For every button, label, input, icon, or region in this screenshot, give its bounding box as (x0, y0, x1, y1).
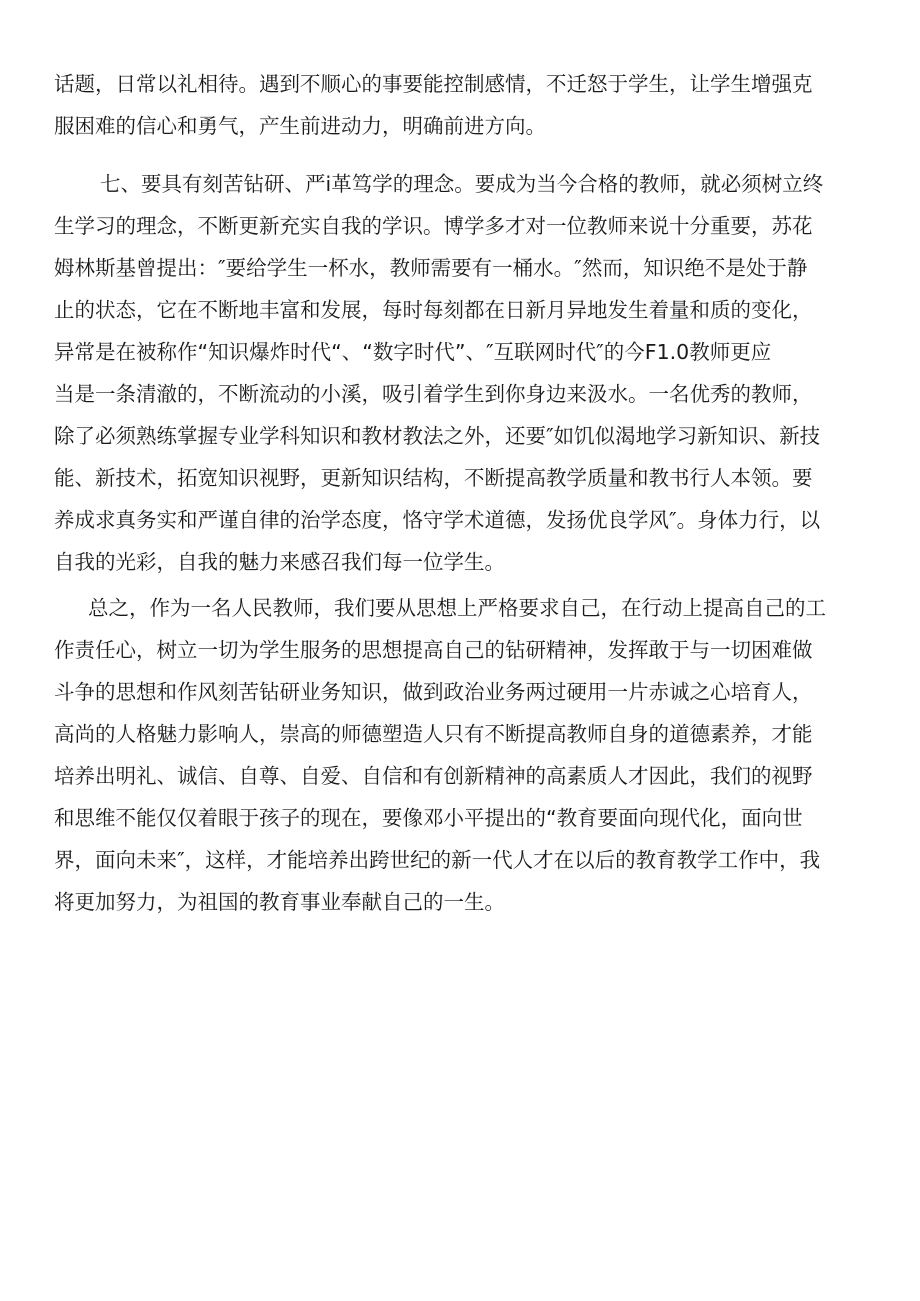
text-line: 斗争的思想和作风刻苦钻研业务知识，做到政治业务两过硬用一片赤诚之心培育人， (54, 680, 813, 704)
text-line: 培养出明礼、诚信、自尊、自爱、自信和有创新精神的高素质人才因此，我们的视野 (54, 764, 813, 788)
text-line: 自我的光彩，自我的魅力来感召我们每一位学生。 (54, 550, 505, 574)
text-line: 能、新技术，拓宽知识视野，更新知识结构，不断提高教学质量和教书行人本领。要 (54, 466, 813, 490)
text-line: 生学习的理念，不断更新充实自我的学识。博学多才对一位教师来说十分重要，苏花 (54, 214, 813, 238)
text-line: 七、要具有刻苦钻研、严i革笃学的理念。要成为当今合格的教师，就必须树立终 (100, 172, 824, 196)
text-line: 总之，作为一名人民教师，我们要从思想上严格要求自己，在行动上提高自己的工 (88, 596, 826, 620)
text-line: 界，面向未来″，这样，才能培养出跨世纪的新一代人才在以后的教育教学工作中，我 (54, 848, 821, 872)
text-line: 服困难的信心和勇气，产生前进动力，明确前进方向。 (54, 114, 546, 138)
text-line: 高尚的人格魅力影响人，崇高的师德塑造人只有不断提高教师自身的道德素养，才能 (54, 722, 813, 746)
text-line: 止的状态，它在不断地丰富和发展，每时每刻都在日新月异地发生着量和质的变化， (54, 298, 813, 322)
text-line: 作责任心，树立一切为学生服务的思想提高自己的钻研精神，发挥敢于与一切困难做 (54, 638, 813, 662)
text-line: 除了必须熟练掌握专业学科知识和教材教法之外，还要″如饥似渴地学习新知识、新技 (54, 424, 821, 448)
text-line: 话题，日常以礼相待。遇到不顺心的事要能控制感情，不迁怒于学生，让学生增强克 (54, 72, 813, 96)
text-line: 将更加努力，为祖国的教育事业奉献自己的一生。 (54, 890, 505, 914)
text-line: 养成求真务实和严谨自律的治学态度，恪守学术道德，发扬优良学风″。身体力行，以 (54, 508, 821, 532)
text-line: 异常是在被称作“知识爆炸时代“、“数字时代”、″互联网时代″的今F1.0教师更应 (54, 340, 772, 364)
text-line: 和思维不能仅仅着眼于孩子的现在，要像邓小平提出的“教育要面向现代化，面向世 (54, 806, 803, 830)
text-line: 当是一条清澈的，不断流动的小溪，吸引着学生到你身边来汲水。一名优秀的教师， (54, 382, 813, 406)
text-line: 姆林斯基曾提出：″要给学生一杯水，教师需要有一桶水。″然而，知识绝不是处于静 (54, 256, 808, 280)
